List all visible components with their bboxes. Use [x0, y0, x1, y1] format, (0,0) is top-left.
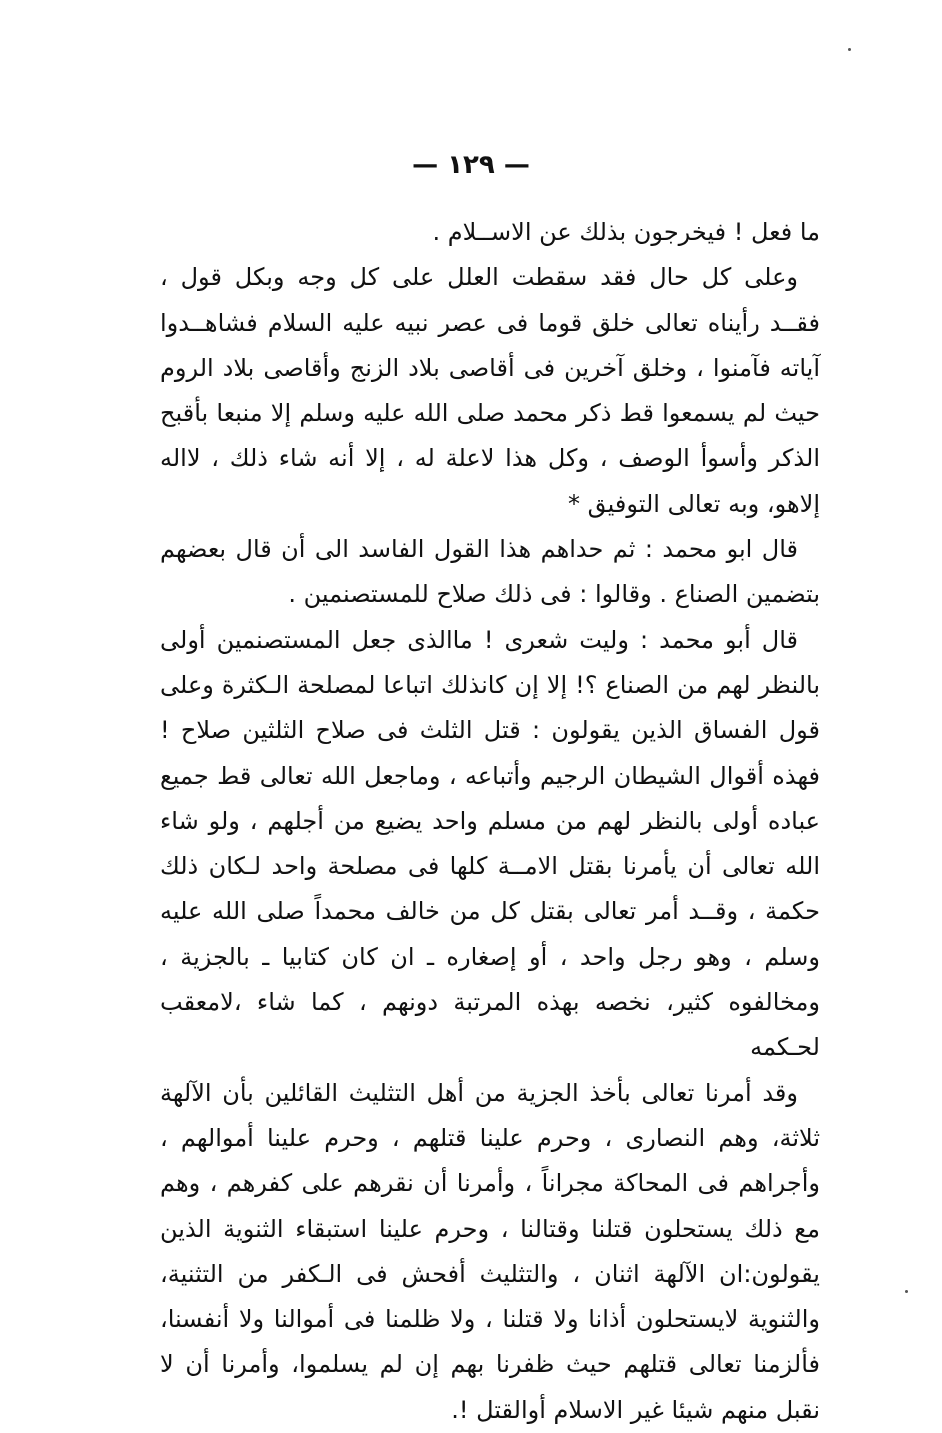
paragraph-1: ما فعل ! فيخرجون بذلك عن الاســلام .	[432, 218, 820, 246]
body-text	[160, 210, 820, 1433]
paragraph-5: وقد أمرنا تعالى بأخذ الجزية من أهل التثليث القائلين بأن الآلهة ثلاثة، وهم النصارى ، وحرم علينا قتلهم ، وحرم علينا أموالهم ، وأجراهم فى المحاكة مجراناً ، وأمرنا أن نقرهم على كفرهم ، وهم مع ذلك يستحلون قتلنا وقتالنا ، وحرم علينا استبقاء الثنوية الذين يقولون:ان الآلهة اثنان ، والتثليث أفحش فى الـكفر من التثنية، والثنوية لايستحلون أذانا ولا قتلنا ، ولا ظلمنا فى أموالنا ولا أنفسنا، فألزمنا تعالى قتلهم حيث ظفرنا بهم إن لم يسلموا، وأمرنا أن لا نقبل منهم شيئا غير الاسلام أوالقتل !.	[160, 1078, 820, 1424]
paragraph-3: قال ابو محمد : ثم حداهم هذا القول الفاسد الى أن قال بعضهم بتضمين الصناع . وقالوا : فى ذلك صلاح للمستصنمين .	[160, 535, 820, 609]
scan-speck	[905, 1290, 908, 1293]
scan-speck	[848, 48, 851, 51]
paragraph-4: قال أبو محمد : وليت شعرى ! ماالذى جعل المستصنمين أولى بالنظر لهم من الصناع ؟! إلا إن كانذلك اتباعا لمصلحة الـكثرة وعلى قول الفساق الذين يقولون : قتل الثلث فى صلاح الثلثين صلاح ! فهذه أقوال الشيطان الرجيم وأتباعه ، وماجعل الله تعالى قط جميع عباده أولى بالنظر لهم من مسلم واحد يضيع من أجلهم ، ولو شاء الله تعالى أن يأمرنا بقتل الامــة كلها فى مصلحة واحد لـكان ذلك حكمة ، وقــد أمر تعالى بقتل كل من خالف محمداً صلى الله عليه وسلم ، وهو رجل واحد ، أو إصغاره ـ ان كان كتابيا ـ بالجزية ، ومخالفوه كثير، نخصه بهذه المرتبة دونهم ، كما شاء ،لامعقب لحـكمه	[160, 625, 820, 1062]
page-number: — ١٢٩ —	[412, 150, 530, 180]
paragraph-2: وعلى كل حال فقد سقطت العلل على كل وجه وبكل قول ، فقــد رأيناه تعالى خلق قوما فى عصر نبيه عليه السلام فشاهــدوا آياته فآمنوا ، وخلق آخرين فى أقاصى بلاد الزنج وأقاصى بلاد الروم حيث لم يسمعوا قط ذكر محمد صلى الله عليه وسلم إلا منبعا بأقبح الذكر وأسوأ الوصف ، وكل هذا لاعلة له ، إلا أنه شاء ذلك ، لااله إلاهو، وبه تعالى التوفيق *	[160, 263, 820, 518]
